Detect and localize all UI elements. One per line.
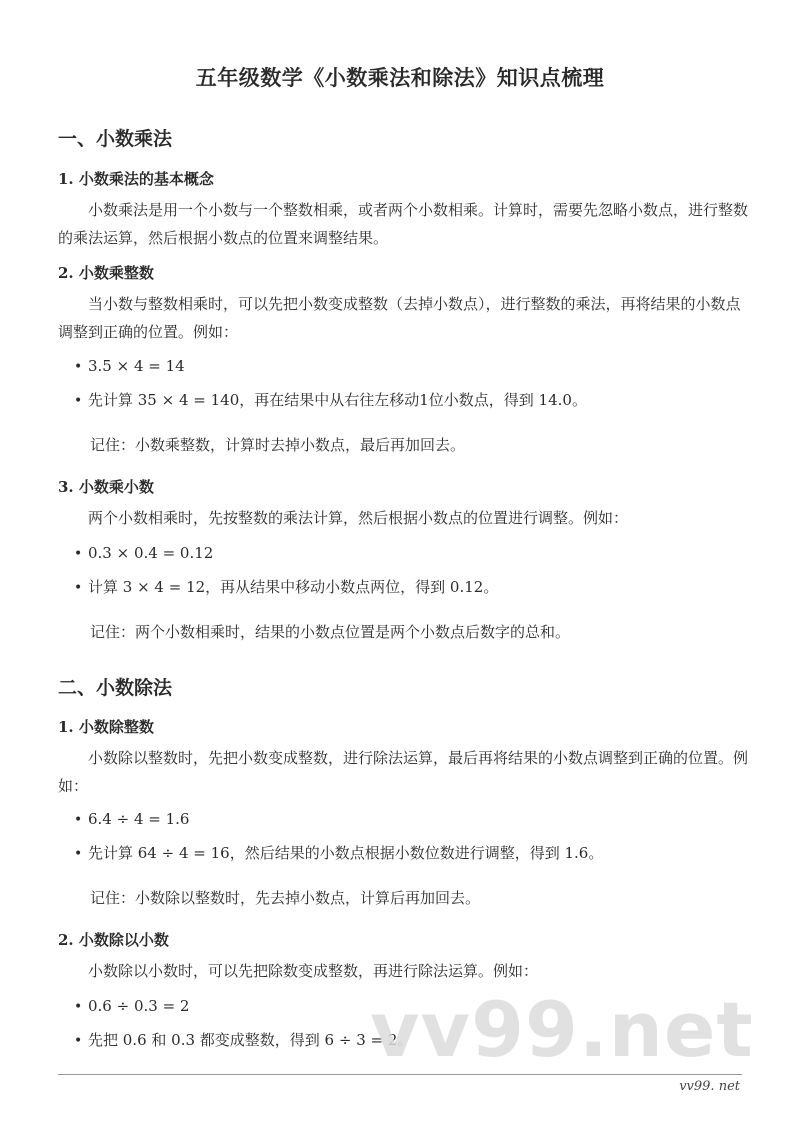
list-item: [74, 842, 603, 863]
list-item: [74, 544, 213, 562]
bullet-dot-icon: •: [74, 580, 83, 596]
footer-site: vv99. net: [679, 1079, 740, 1094]
subheading-multiplication-concept: 1. 小数乘法的基本概念: [58, 170, 214, 188]
list-item: [74, 810, 189, 828]
bullet-dot-icon: •: [74, 812, 83, 828]
list-item: [74, 389, 587, 410]
list-item: [74, 1029, 412, 1050]
paragraph-decimal-divide-integer: 小数除以整数时，先把小数变成整数，进行除法运算，最后再将结果的小数点调整到正确的位置。例如：: [58, 749, 749, 795]
paragraph-decimal-divide-decimal: 小数除以小数时，可以先把除数变成整数，再进行除法运算。例如：: [88, 962, 539, 980]
paragraph-multiplication-concept: 小数乘法是用一个小数与一个整数相乘，或者两个小数相乘。计算时，需要先忽略小数点，进行整数的乘法运算，然后根据小数点的位置来调整结果。: [58, 201, 749, 247]
bullet-dot-icon: •: [74, 846, 83, 862]
bullet-dot-icon: •: [74, 359, 83, 375]
list-item-text: 计算 3 × 4 = 12，再从结果中移动小数点两位，得到 0.12。: [88, 578, 499, 596]
list-item-text: 0.6 ÷ 0.3 = 2: [88, 997, 190, 1015]
list-item-text: 先计算 35 × 4 = 140，再在结果中从右往左移动1位小数点，得到 14.0。: [88, 391, 587, 409]
list-item: [74, 997, 189, 1015]
section-heading-multiplication: 一、小数乘法: [58, 128, 173, 150]
note-decimal-divide-integer: 记住：小数除以整数时，先去掉小数点，计算后再加回去。: [90, 889, 481, 907]
paragraph-decimal-times-integer: 当小数与整数相乘时，可以先把小数变成整数（去掉小数点），进行整数的乘法，再将结果的小数点调整到正确的位置。例如：: [58, 295, 741, 341]
note-decimal-times-integer: 记住：小数乘整数，计算时去掉小数点，最后再加回去。: [90, 436, 466, 454]
subheading-decimal-times-integer: 2. 小数乘整数: [58, 264, 154, 282]
document-title: 五年级数学《小数乘法和除法》知识点梳理: [195, 65, 605, 90]
bullet-dot-icon: •: [74, 393, 83, 409]
bullet-dot-icon: •: [74, 1033, 83, 1049]
bullet-dot-icon: •: [74, 999, 83, 1015]
list-item: [74, 576, 498, 597]
footer-divider: [58, 1074, 742, 1075]
watermark: vv99.net: [370, 985, 754, 1074]
list-item-text: 3.5 × 4 = 14: [88, 357, 185, 375]
note-decimal-times-decimal: 记住：两个小数相乘时，结果的小数点位置是两个小数点后数字的总和。: [90, 623, 571, 641]
subheading-decimal-divide-decimal: 2. 小数除以小数: [58, 931, 169, 949]
list-item-text: 先把 0.6 和 0.3 都变成整数，得到 6 ÷ 3 = 2。: [88, 1031, 413, 1049]
list-item: [74, 357, 185, 375]
list-item-text: 0.3 × 0.4 = 0.12: [88, 544, 214, 562]
section-heading-division: 二、小数除法: [58, 677, 173, 699]
list-item-text: 先计算 64 ÷ 4 = 16，然后结果的小数点根据小数位数进行调整，得到 1.6。: [88, 844, 604, 862]
subheading-decimal-divide-integer: 1. 小数除整数: [58, 718, 154, 736]
paragraph-decimal-times-decimal: 两个小数相乘时，先按整数的乘法计算，然后根据小数点的位置进行调整。例如：: [88, 509, 629, 527]
subheading-decimal-times-decimal: 3. 小数乘小数: [58, 478, 154, 496]
bullet-dot-icon: •: [74, 546, 83, 562]
list-item-text: 6.4 ÷ 4 = 1.6: [88, 810, 190, 828]
